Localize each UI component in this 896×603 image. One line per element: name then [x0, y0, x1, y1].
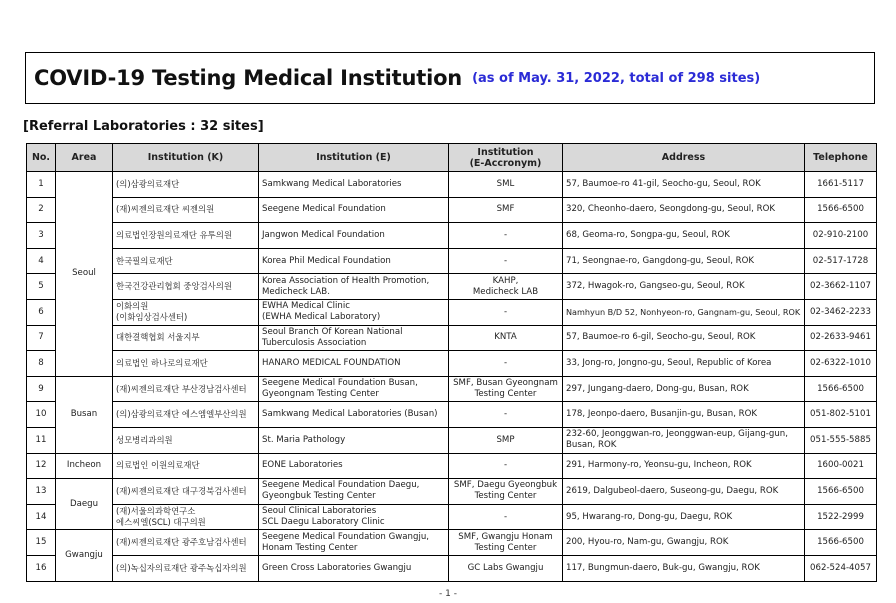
cell-institution-e: St. Maria Pathology	[259, 427, 449, 453]
cell-address: 95, Hwarang-ro, Dong-gu, Daegu, ROK	[563, 504, 805, 530]
cell-institution-k: (재)씨젠의료재단 광주호남검사센터	[113, 530, 259, 556]
table-row	[27, 555, 877, 581]
cell-area-gwangju: Gwangju	[56, 530, 113, 581]
header-institution-e: Institution (E)	[259, 144, 449, 172]
cell-acronym: KNTA	[449, 325, 563, 351]
cell-address: 33, Jong-ro, Jongno-gu, Seoul, Republic of Korea	[563, 351, 805, 377]
cell-no: 9	[27, 376, 56, 402]
page-number: - 1 -	[439, 589, 457, 599]
header-acronym: Institution (E-Accronym)	[449, 144, 563, 172]
table-row	[27, 351, 877, 377]
cell-telephone: 1566-6500	[805, 479, 877, 505]
table-row	[27, 376, 877, 402]
table-row	[27, 479, 877, 505]
cell-acronym: -	[449, 248, 563, 274]
cell-no: 15	[27, 530, 56, 556]
cell-acronym: -	[449, 453, 563, 479]
header-no: No.	[27, 144, 56, 172]
cell-area-seoul: Seoul	[56, 172, 113, 377]
cell-institution-e: HANARO MEDICAL FOUNDATION	[259, 351, 449, 377]
header-institution-k: Institution (K)	[113, 144, 259, 172]
cell-institution-k: (의)삼광의료재단	[113, 172, 259, 198]
cell-telephone: 02-6322-1010	[805, 351, 877, 377]
cell-institution-e: Seegene Medical Foundation	[259, 197, 449, 223]
cell-institution-e: Samkwang Medical Laboratories (Busan)	[259, 402, 449, 428]
cell-institution-k: 의료법인 이원의료재단	[113, 453, 259, 479]
cell-acronym: SMF, Daegu Gyeongbuk Testing Center	[449, 479, 563, 505]
cell-institution-e: EONE Laboratories	[259, 453, 449, 479]
cell-no: 8	[27, 351, 56, 377]
cell-acronym: -	[449, 223, 563, 249]
table-row	[27, 197, 877, 223]
cell-telephone: 1566-6500	[805, 197, 877, 223]
cell-address: 200, Hyou-ro, Nam-gu, Gwangju, ROK	[563, 530, 805, 556]
cell-address: 68, Geoma-ro, Songpa-gu, Seoul, ROK	[563, 223, 805, 249]
cell-institution-k: (재)씨젠의료재단 부산경남검사센터	[113, 376, 259, 402]
laboratories-table	[26, 143, 877, 582]
cell-institution-e: Samkwang Medical Laboratories	[259, 172, 449, 198]
section-heading: [Referral Laboratories : 32 sites]	[23, 119, 264, 134]
cell-institution-k: (재)서울의과학연구소 에스씨엘(SCL) 대구의원	[113, 504, 259, 530]
cell-no: 16	[27, 555, 56, 581]
cell-institution-k: 의료법인 하나로의료재단	[113, 351, 259, 377]
cell-no: 4	[27, 248, 56, 274]
cell-acronym: -	[449, 299, 563, 325]
cell-institution-e: Korea Phil Medical Foundation	[259, 248, 449, 274]
table-row	[27, 248, 877, 274]
cell-acronym: SMP	[449, 427, 563, 453]
cell-no: 14	[27, 504, 56, 530]
cell-institution-e: Green Cross Laboratories Gwangju	[259, 555, 449, 581]
cell-institution-k: (의)삼광의료재단 에스엠엘부산의원	[113, 402, 259, 428]
cell-telephone: 02-3662-1107	[805, 274, 877, 300]
cell-institution-k: 성모병리과의원	[113, 427, 259, 453]
cell-telephone: 1566-6500	[805, 530, 877, 556]
table-row	[27, 223, 877, 249]
table-row	[27, 402, 877, 428]
page-subtitle: (as of May. 31, 2022, total of 298 sites)	[472, 70, 761, 86]
cell-institution-e: Korea Association of Health Promotion, Medicheck LAB.	[259, 274, 449, 300]
cell-no: 10	[27, 402, 56, 428]
cell-institution-e: Jangwon Medical Foundation	[259, 223, 449, 249]
cell-area-daegu: Daegu	[56, 479, 113, 530]
cell-institution-e: Seoul Branch Of Korean National Tuberculosis Association	[259, 325, 449, 351]
cell-telephone: 062-524-4057	[805, 555, 877, 581]
cell-telephone: 1522-2999	[805, 504, 877, 530]
cell-telephone: 02-2633-9461	[805, 325, 877, 351]
cell-institution-k: (재)씨젠의료재단 씨젠의원	[113, 197, 259, 223]
page-title: COVID-19 Testing Medical Institution	[34, 66, 463, 90]
cell-institution-e: Seegene Medical Foundation Busan, Gyeongnam Testing Center	[259, 376, 449, 402]
cell-no: 13	[27, 479, 56, 505]
table-row	[27, 453, 877, 479]
cell-acronym: SMF, Gwangju Honam Testing Center	[449, 530, 563, 556]
cell-telephone: 1566-6500	[805, 376, 877, 402]
cell-area-busan: Busan	[56, 376, 113, 453]
cell-address: 71, Seongnae-ro, Gangdong-gu, Seoul, ROK	[563, 248, 805, 274]
cell-institution-e: EWHA Medical Clinic (EWHA Medical Laboratory)	[259, 299, 449, 325]
table-row	[27, 504, 877, 530]
cell-telephone: 02-517-1728	[805, 248, 877, 274]
cell-institution-k: 대한결핵협회 서울지부	[113, 325, 259, 351]
header-address: Address	[563, 144, 805, 172]
cell-institution-k: 한국건강관리협회 중앙검사의원	[113, 274, 259, 300]
title-box	[25, 52, 875, 104]
table-row	[27, 299, 877, 325]
cell-address: 2619, Dalgubeol-daero, Suseong-gu, Daegu, ROK	[563, 479, 805, 505]
cell-acronym: SML	[449, 172, 563, 198]
table-row	[27, 325, 877, 351]
cell-no: 3	[27, 223, 56, 249]
cell-address: 232-60, Jeonggwan-ro, Jeonggwan-eup, Gijang-gun, Busan, ROK	[563, 427, 805, 453]
cell-acronym: GC Labs Gwangju	[449, 555, 563, 581]
cell-area-incheon: Incheon	[56, 453, 113, 479]
cell-acronym: -	[449, 351, 563, 377]
cell-no: 5	[27, 274, 56, 300]
cell-no: 12	[27, 453, 56, 479]
cell-telephone: 051-555-5885	[805, 427, 877, 453]
cell-acronym: -	[449, 402, 563, 428]
cell-telephone: 02-910-2100	[805, 223, 877, 249]
cell-telephone: 1600-0021	[805, 453, 877, 479]
cell-address: Namhyun B/D 52, Nonhyeon-ro, Gangnam-gu, Seoul, ROK	[563, 299, 805, 325]
header-area: Area	[56, 144, 113, 172]
cell-no: 1	[27, 172, 56, 198]
cell-institution-e: Seegene Medical Foundation Daegu, Gyeongbuk Testing Center	[259, 479, 449, 505]
cell-address: 117, Bungmun-daero, Buk-gu, Gwangju, ROK	[563, 555, 805, 581]
cell-institution-k: 이화의원 (이화임상검사센터)	[113, 299, 259, 325]
cell-telephone: 02-3462-2233	[805, 299, 877, 325]
header-telephone: Telephone	[805, 144, 877, 172]
cell-telephone: 1661-5117	[805, 172, 877, 198]
cell-address: 372, Hwagok-ro, Gangseo-gu, Seoul, ROK	[563, 274, 805, 300]
cell-no: 11	[27, 427, 56, 453]
cell-institution-e: Seegene Medical Foundation Gwangju, Honam Testing Center	[259, 530, 449, 556]
cell-institution-k: 의료법인장원의료재단 유투의원	[113, 223, 259, 249]
cell-address: 57, Baumoe-ro 41-gil, Seocho-gu, Seoul, ROK	[563, 172, 805, 198]
table-header-row	[27, 144, 877, 172]
table-row	[27, 274, 877, 300]
cell-address: 297, Jungang-daero, Dong-gu, Busan, ROK	[563, 376, 805, 402]
cell-address: 291, Harmony-ro, Yeonsu-gu, Incheon, ROK	[563, 453, 805, 479]
cell-no: 7	[27, 325, 56, 351]
cell-address: 320, Cheonho-daero, Seongdong-gu, Seoul, ROK	[563, 197, 805, 223]
cell-institution-k: (의)녹십자의료재단 광주녹십자의원	[113, 555, 259, 581]
cell-institution-e: Seoul Clinical Laboratories SCL Daegu Laboratory Clinic	[259, 504, 449, 530]
cell-no: 2	[27, 197, 56, 223]
cell-no: 6	[27, 299, 56, 325]
cell-address: 178, Jeonpo-daero, Busanjin-gu, Busan, ROK	[563, 402, 805, 428]
cell-acronym: KAHP, Medicheck LAB	[449, 274, 563, 300]
cell-address: 57, Baumoe-ro 6-gil, Seocho-gu, Seoul, ROK	[563, 325, 805, 351]
cell-acronym: SMF	[449, 197, 563, 223]
cell-acronym: SMF, Busan Gyeongnam Testing Center	[449, 376, 563, 402]
cell-acronym: -	[449, 504, 563, 530]
table-row	[27, 427, 877, 453]
table-row	[27, 172, 877, 198]
cell-telephone: 051-802-5101	[805, 402, 877, 428]
table-row	[27, 530, 877, 556]
cell-institution-k: (재)씨젠의료재단 대구경북검사센터	[113, 479, 259, 505]
cell-institution-k: 한국필의료재단	[113, 248, 259, 274]
